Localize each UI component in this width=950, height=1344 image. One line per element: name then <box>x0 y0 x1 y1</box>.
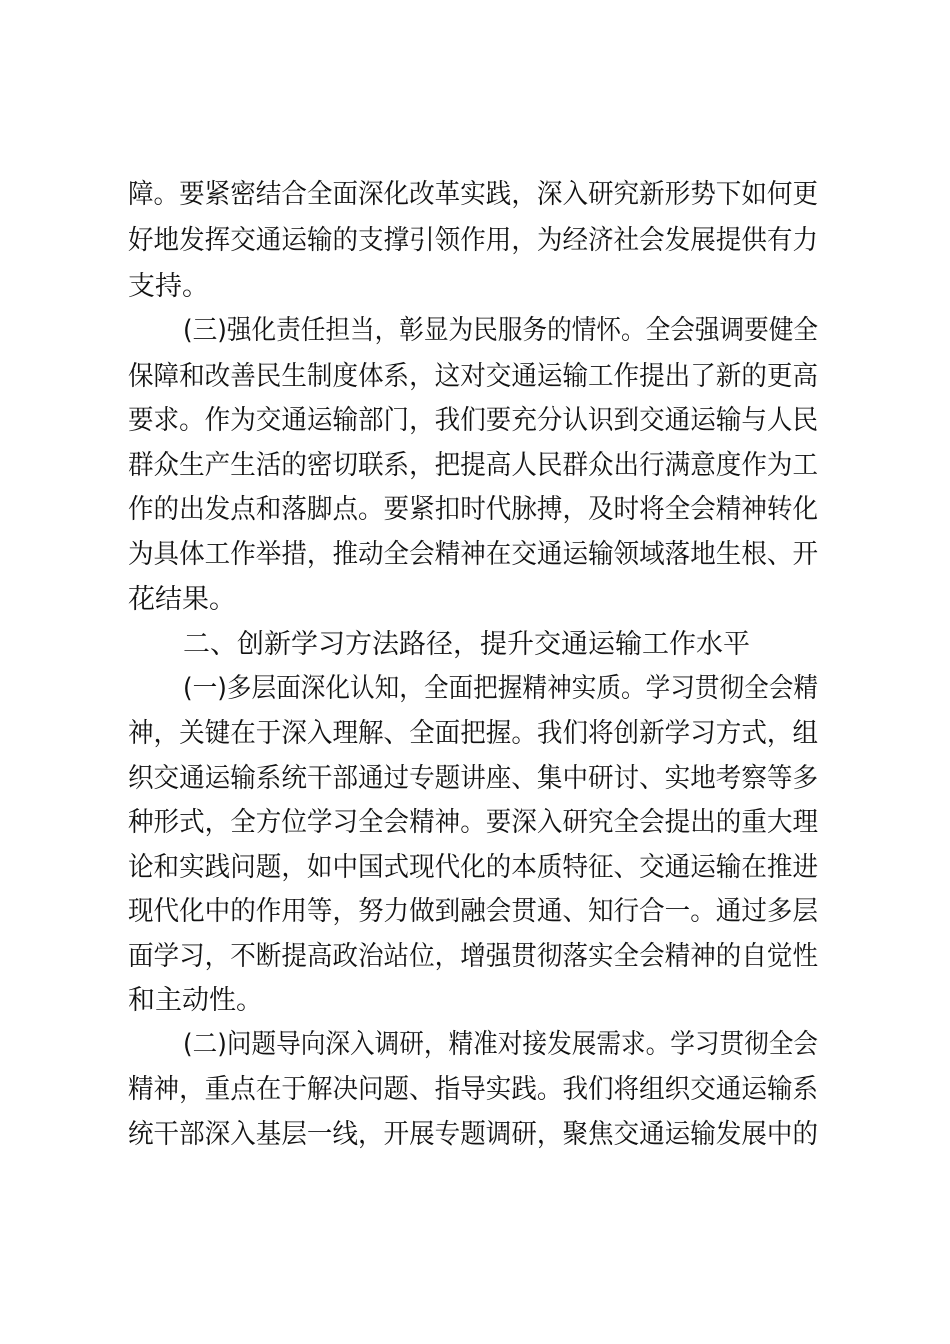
text-line: 面学习，不断提高政治站位，增强贯彻落实全会精神的自觉性 <box>128 941 818 972</box>
text-line: 神，关键在于深入理解、全面把握。我们将创新学习方式，组 <box>128 718 818 749</box>
section-heading: 二、创新学习方法路径，提升交通运输工作水平 <box>183 629 750 660</box>
text-line: (一)多层面深化认知，全面把握精神实质。学习贯彻全会精 <box>183 673 819 704</box>
text-line: 现代化中的作用等，努力做到融会贯通、知行合一。通过多层 <box>128 896 818 927</box>
text-line: 要求。作为交通运输部门，我们要充分认识到交通运输与人民 <box>128 405 818 436</box>
text-line: 作的出发点和落脚点。要紧扣时代脉搏，及时将全会精神转化 <box>128 494 818 525</box>
text-line: 障。要紧密结合全面深化改革实践，深入研究新形势下如何更 <box>128 179 818 210</box>
text-line: 花结果。 <box>128 584 236 615</box>
text-line: 保障和改善民生制度体系，这对交通运输工作提出了新的更高 <box>128 361 818 392</box>
text-line: (三)强化责任担当，彰显为民服务的情怀。全会强调要健全 <box>183 315 819 346</box>
text-line: 论和实践问题，如中国式现代化的本质特征、交通运输在推进 <box>128 852 818 883</box>
text-line: 群众生产生活的密切联系，把提高人民群众出行满意度作为工 <box>128 450 818 481</box>
text-line: 统干部深入基层一线，开展专题调研，聚焦交通运输发展中的 <box>128 1119 818 1150</box>
text-line: 好地发挥交通运输的支撑引领作用，为经济社会发展提供有力 <box>128 225 818 256</box>
text-line: 支持。 <box>128 271 209 302</box>
text-line: 种形式，全方位学习全会精神。要深入研究全会提出的重大理 <box>128 807 818 838</box>
text-line: 为具体工作举措，推动全会精神在交通运输领域落地生根、开 <box>128 539 818 570</box>
text-line: 织交通运输系统干部通过专题讲座、集中研讨、实地考察等多 <box>128 763 818 794</box>
text-line: (二)问题导向深入调研，精准对接发展需求。学习贯彻全会 <box>183 1029 819 1060</box>
text-line: 精神，重点在于解决问题、指导实践。我们将组织交通运输系 <box>128 1074 818 1105</box>
text-line: 和主动性。 <box>128 985 263 1016</box>
